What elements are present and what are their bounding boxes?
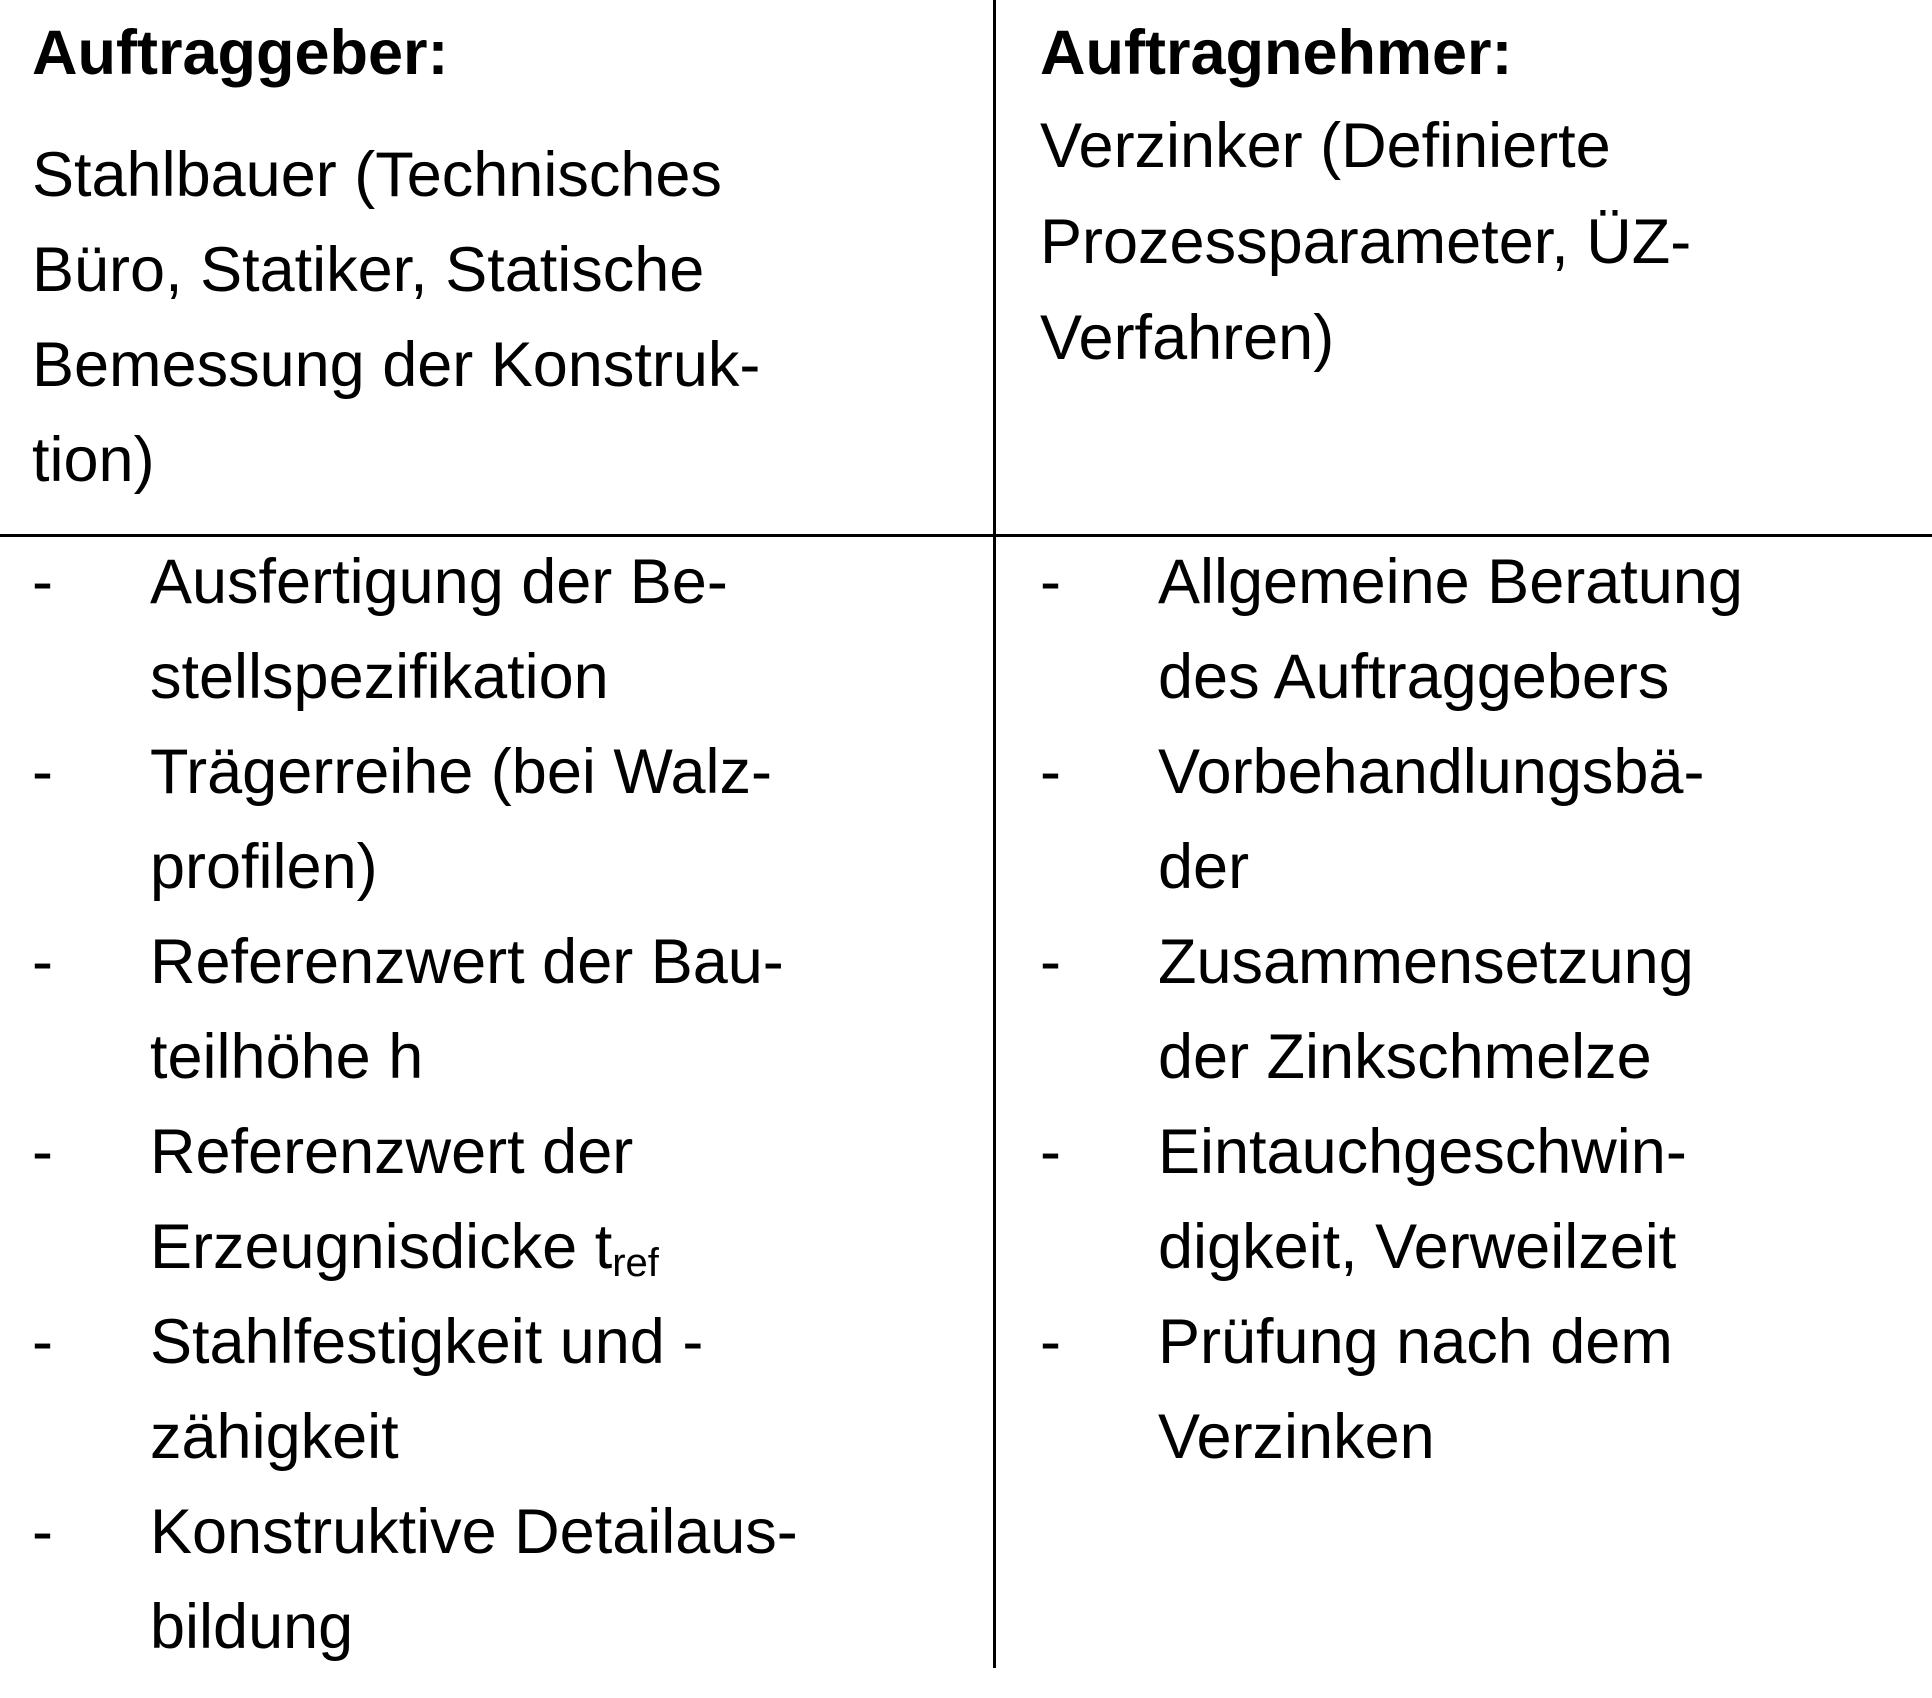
bullet-dash: - xyxy=(32,737,53,807)
list-item-text: der Zinkschmelze xyxy=(1158,1022,1652,1092)
bullet-dash: - xyxy=(1040,1307,1061,1377)
list-item-text: Verzinken xyxy=(1158,1402,1435,1472)
list-item xyxy=(1040,1105,1920,1295)
list-item xyxy=(1040,1295,1920,1485)
list-item-text: Ausfertigung der Be- xyxy=(150,547,728,617)
bullet-dash: - xyxy=(1040,927,1061,997)
list-item xyxy=(32,535,962,725)
list-item-text: stellspezifikation xyxy=(150,642,609,712)
list-item-text: zähigkeit xyxy=(150,1402,399,1472)
list-item xyxy=(1040,535,1920,725)
client-description-line: tion) xyxy=(32,425,155,495)
bullet-dash: - xyxy=(32,547,53,617)
list-item-text: bildung xyxy=(150,1592,354,1662)
list-item-text: digkeit, Verweilzeit xyxy=(1158,1212,1677,1282)
list-item-text: Prüfung nach dem xyxy=(1158,1307,1673,1377)
client-description-line: Büro, Statiker, Statische xyxy=(32,235,705,305)
bullet-dash: - xyxy=(1040,737,1061,807)
list-item-text: des Auftraggebers xyxy=(1158,642,1670,712)
list-item-text: Trägerreihe (bei Walz- xyxy=(150,737,773,807)
list-item-text: Allgemeine Beratung xyxy=(1158,547,1743,617)
list-item-text: Konstruktive Detailaus- xyxy=(150,1497,798,1567)
client-description xyxy=(32,128,760,508)
contractor-description-line: Prozessparameter, ÜZ- xyxy=(1040,207,1692,277)
contractor-description-line: Verzinker (Definierte xyxy=(1040,111,1611,181)
list-item xyxy=(32,1295,962,1485)
list-item xyxy=(32,1105,962,1295)
column-divider xyxy=(993,0,996,1668)
list-item-text: Stahlfestigkeit und - xyxy=(150,1307,704,1377)
client-description-line: Stahlbauer (Technisches xyxy=(32,140,722,210)
list-item xyxy=(32,915,962,1105)
bullet-dash: - xyxy=(32,927,53,997)
list-item-text: Vorbehandlungsbä- xyxy=(1158,737,1705,807)
list-item-text: Erzeugnisdicke t xyxy=(150,1212,613,1282)
list-item-text-with-subscript xyxy=(150,1200,659,1295)
contractor-heading: Auftragnehmer: xyxy=(1040,18,1513,88)
list-item-text: Eintauchgeschwin- xyxy=(1158,1117,1687,1187)
client-heading: Auftraggeber: xyxy=(32,18,449,88)
list-item-text: Referenzwert der Bau- xyxy=(150,927,784,997)
contractor-responsibilities-list xyxy=(1040,535,1920,1485)
list-item-text: Zusammensetzung xyxy=(1158,927,1694,997)
list-item xyxy=(32,725,962,915)
bullet-dash: - xyxy=(1040,1117,1061,1187)
list-item-text: teilhöhe h xyxy=(150,1022,424,1092)
list-item-text: Referenzwert der xyxy=(150,1117,634,1187)
contractor-description-line: Verfahren) xyxy=(1040,303,1335,373)
list-item xyxy=(32,1485,962,1675)
list-item xyxy=(1040,915,1920,1105)
subscript-ref: ref xyxy=(612,1241,659,1285)
list-item-text: der xyxy=(1158,832,1250,902)
client-responsibilities-list xyxy=(32,535,962,1675)
bullet-dash: - xyxy=(32,1307,53,1377)
bullet-dash: - xyxy=(32,1117,53,1187)
contractor-description xyxy=(1040,98,1691,386)
bullet-dash: - xyxy=(1040,547,1061,617)
list-item xyxy=(1040,725,1920,915)
client-description-line: Bemessung der Konstruk- xyxy=(32,330,761,400)
bullet-dash: - xyxy=(32,1497,53,1567)
list-item-text: profilen) xyxy=(150,832,378,902)
